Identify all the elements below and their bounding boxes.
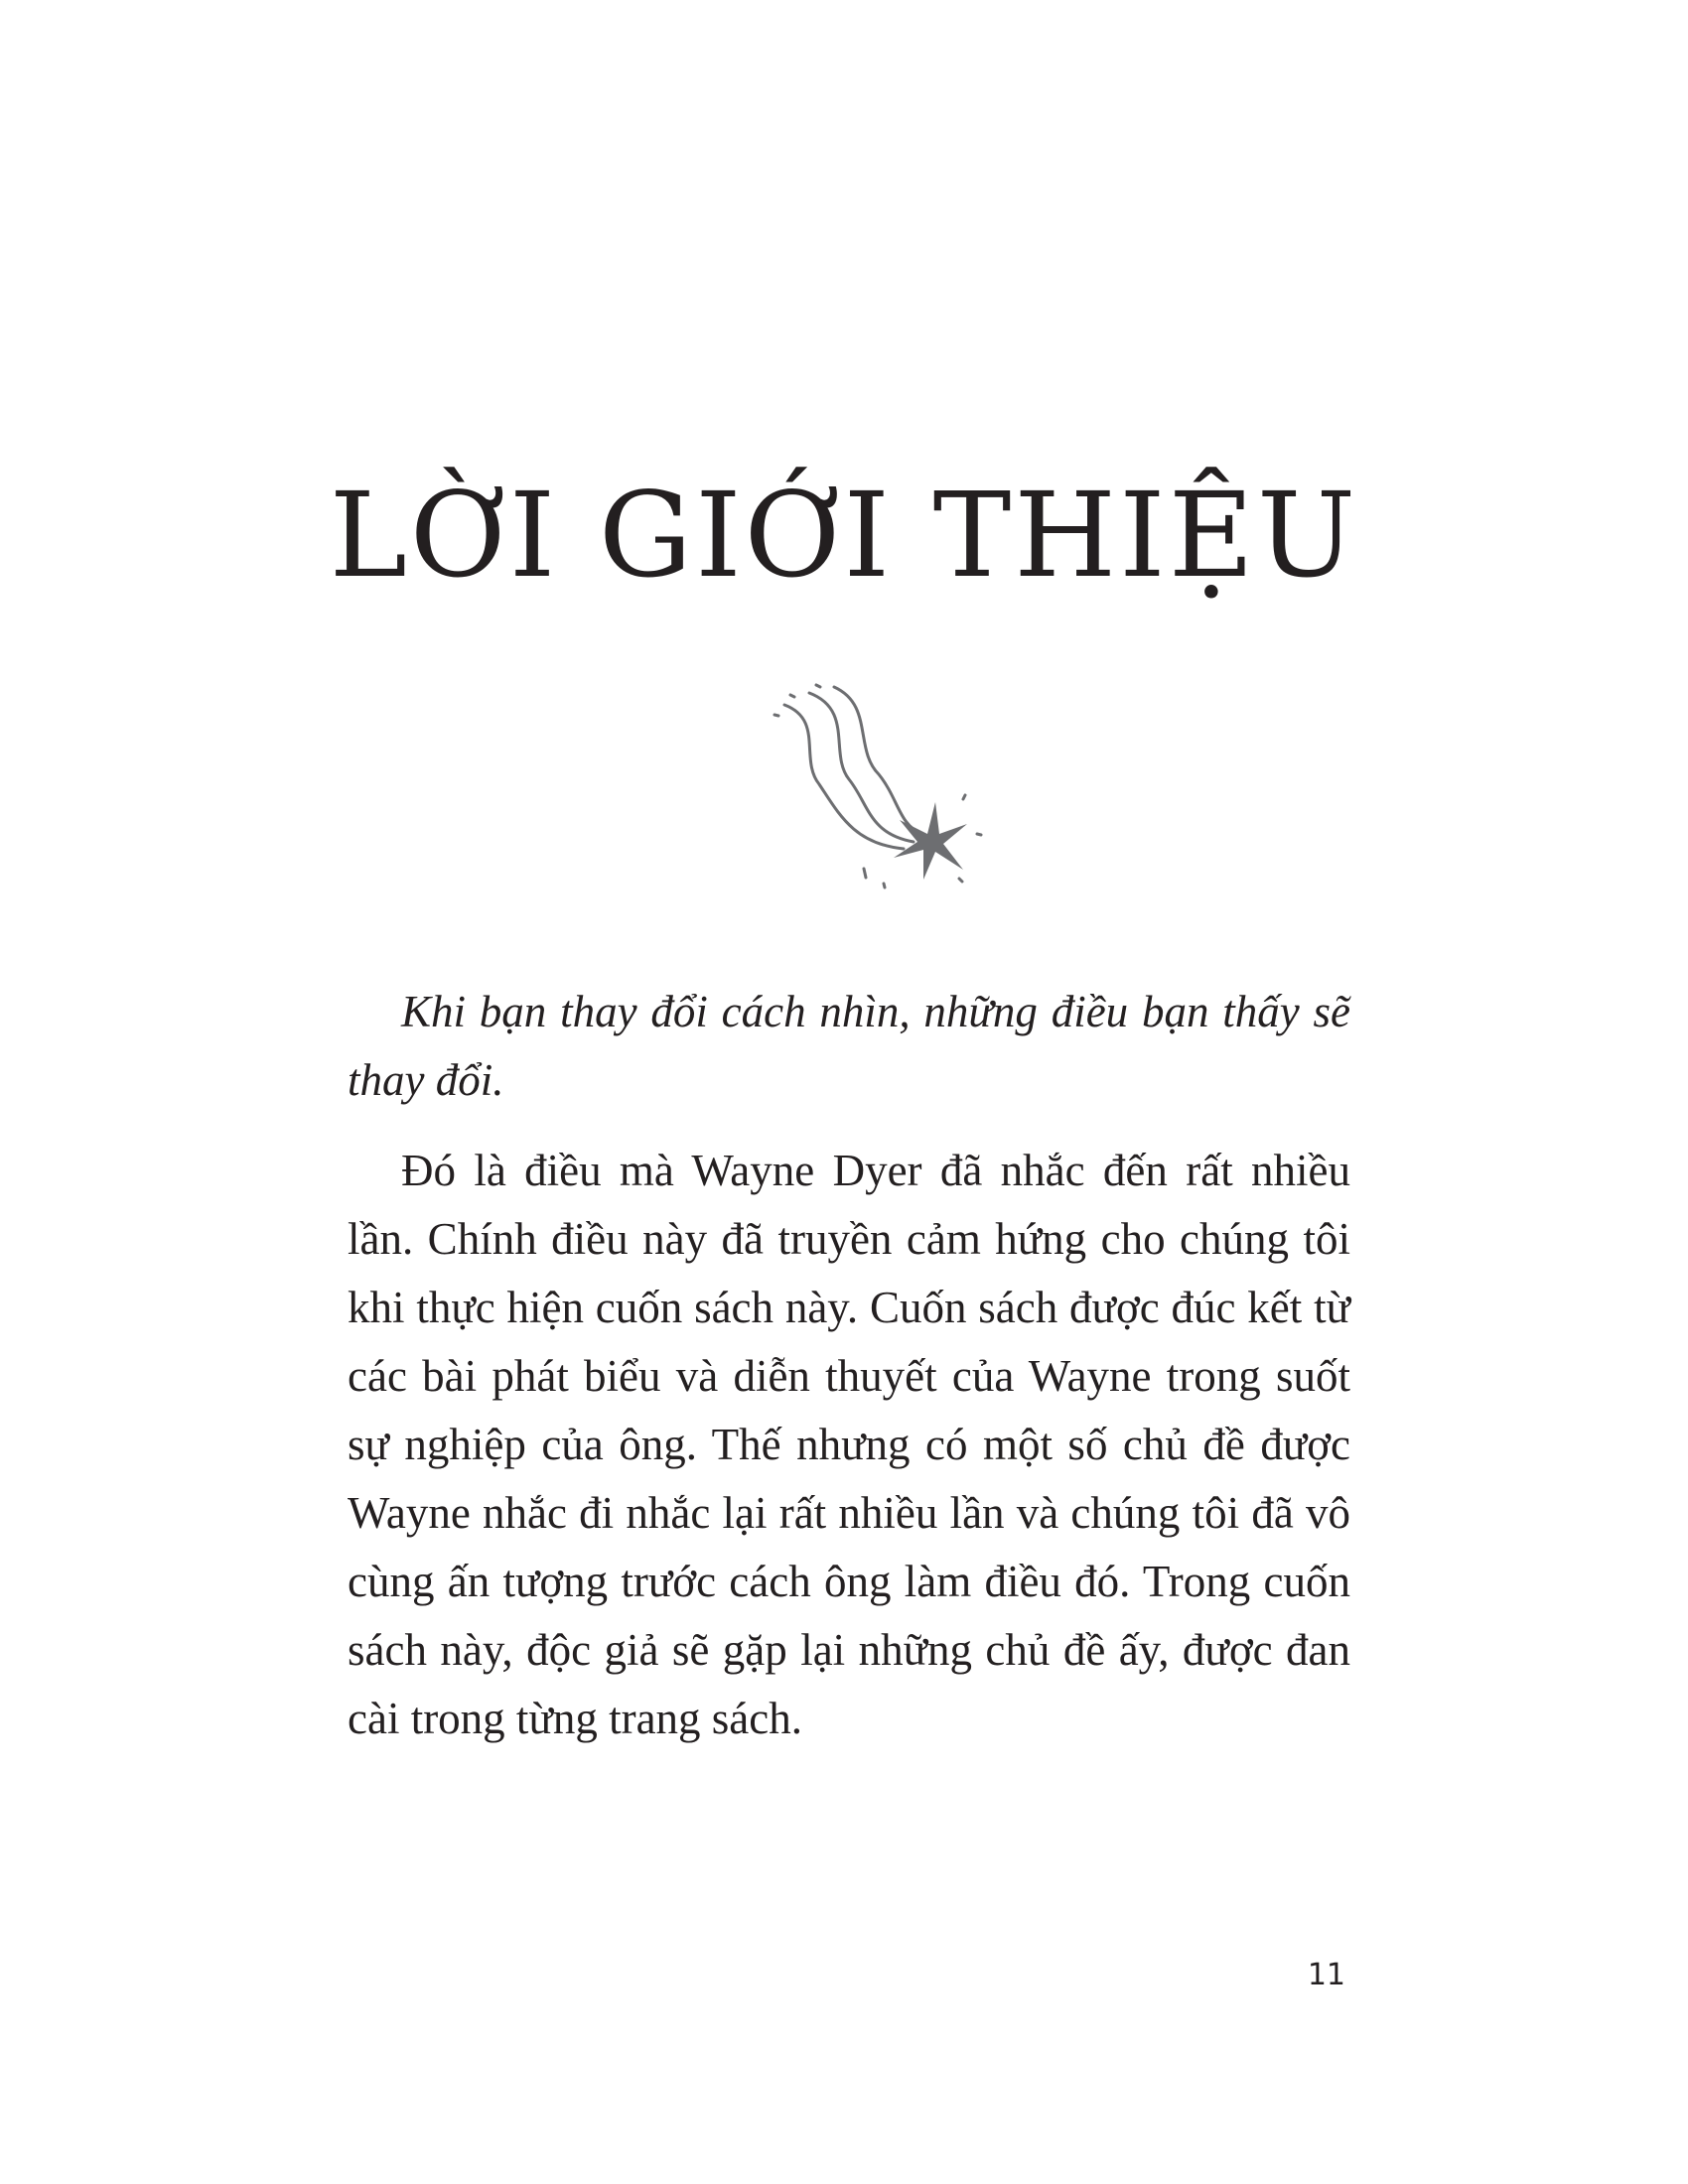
body-text bbox=[348, 978, 1350, 1753]
page-title: LỜI GIỚI THIỆU bbox=[329, 467, 1359, 604]
page-number: 11 bbox=[1307, 1958, 1345, 1992]
epigraph: Khi bạn thay đổi cách nhìn, những điều bạn thấy sẽ thay đổi. bbox=[348, 987, 1350, 1105]
shooting-star-icon bbox=[765, 675, 993, 893]
paragraph: Đó là điều mà Wayne Dyer đã nhắc đến rất nhiều lần. Chính điều này đã truyền cảm hứng cho chúng tôi khi thực hiện cuốn sách này. Cuốn sách được đúc kết từ các bài phát biểu và diễn thuyết của Wayne trong suốt sự nghiệp của ông. Thế nhưng có một số chủ đề được Wayne nhắc đi nhắc lại rất nhiều lần và chúng tôi đã vô cùng ấn tượng trước cách ông làm điều đó. Trong cuốn sách này, độc giả sẽ gặp lại những chủ đề ấy, được đan cài trong từng trang sách. bbox=[348, 1146, 1350, 1743]
